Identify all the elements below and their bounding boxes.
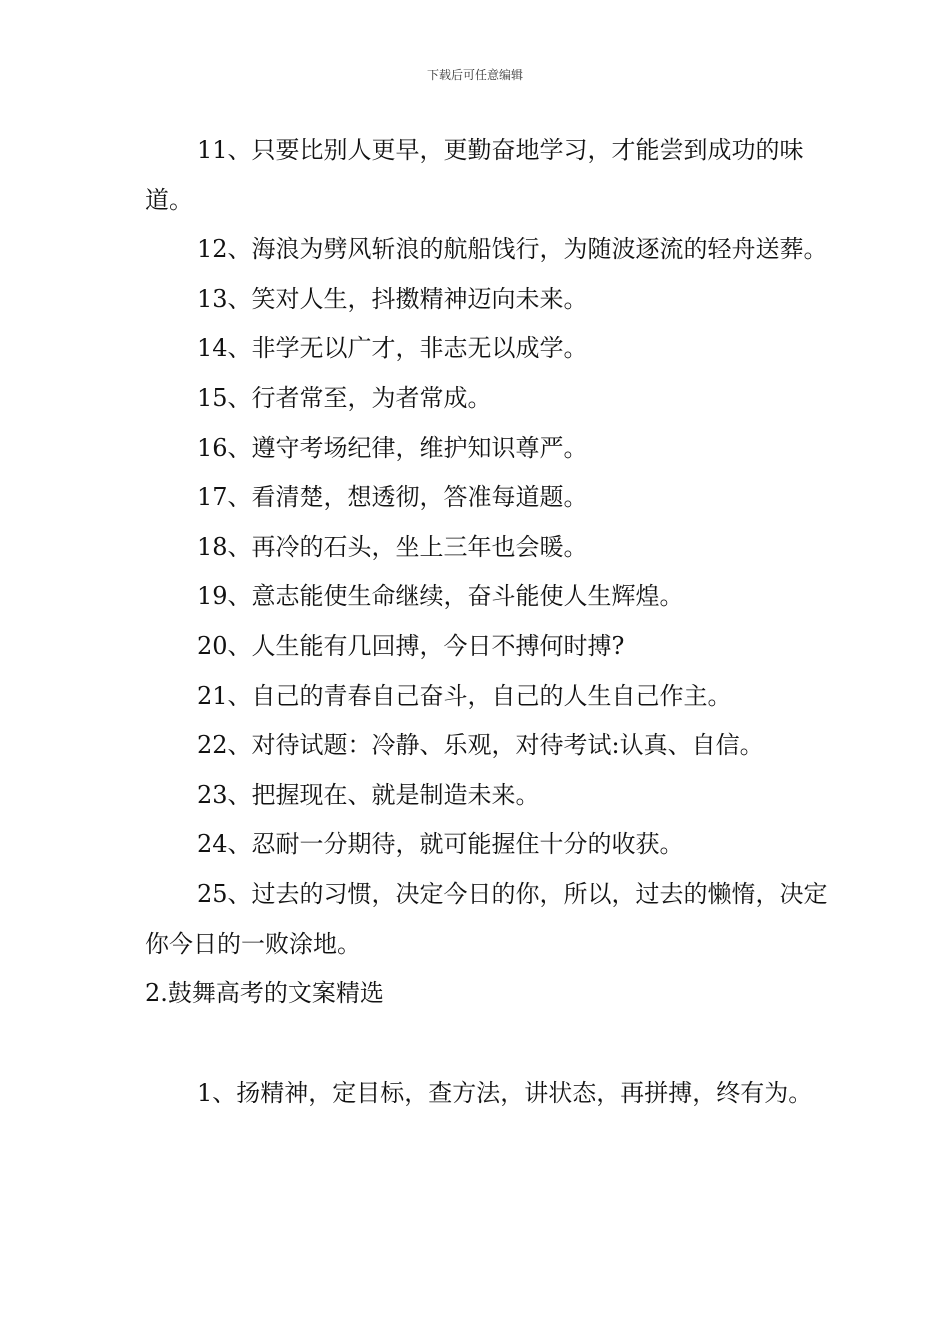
list-item: 14、非学无以广才，非志无以成学。: [197, 334, 588, 363]
list-item: 24、忍耐一分期待，就可能握住十分的收获。: [197, 830, 684, 859]
document-body: [145, 126, 835, 1118]
section-heading: 2.鼓舞高考的文案精选: [145, 979, 384, 1008]
list-item: 11、只要比别人更早，更勤奋地学习，才能尝到成功的味道。: [145, 136, 804, 214]
list-item: 23、把握现在、就是制造未来。: [197, 780, 540, 809]
list-item: 17、看清楚，想透彻，答准每道题。: [197, 483, 588, 512]
list-item: 12、海浪为劈风斩浪的航船饯行，为随波逐流的轻舟送葬。: [197, 235, 828, 264]
list-item: 16、遵守考场纪律，维护知识尊严。: [197, 433, 588, 462]
list-item: 22、对待试题：冷静、乐观，对待考试:认真、自信。: [197, 731, 764, 760]
list-item: 1、扬精神，定目标，查方法，讲状态，再拼搏，终有为。: [197, 1078, 813, 1107]
list-item: 19、意志能使生命继续，奋斗能使人生辉煌。: [197, 582, 684, 611]
list-item: 21、自己的青春自己奋斗，自己的人生自己作主。: [197, 681, 732, 710]
spacer: [145, 1019, 835, 1069]
list-item: 20、人生能有几回搏，今日不搏何时搏?: [197, 631, 625, 660]
list-item: 13、笑对人生，抖擞精神迈向未来。: [197, 284, 588, 313]
list-item: 25、过去的习惯，决定今日的你，所以，过去的懒惰，决定你今日的一败涂地。: [145, 879, 828, 958]
page-header: 下载后可任意编辑: [426, 68, 523, 82]
list-item: 15、行者常至，为者常成。: [197, 383, 492, 412]
list-item: 18、再冷的石头，坐上三年也会暖。: [197, 532, 588, 561]
